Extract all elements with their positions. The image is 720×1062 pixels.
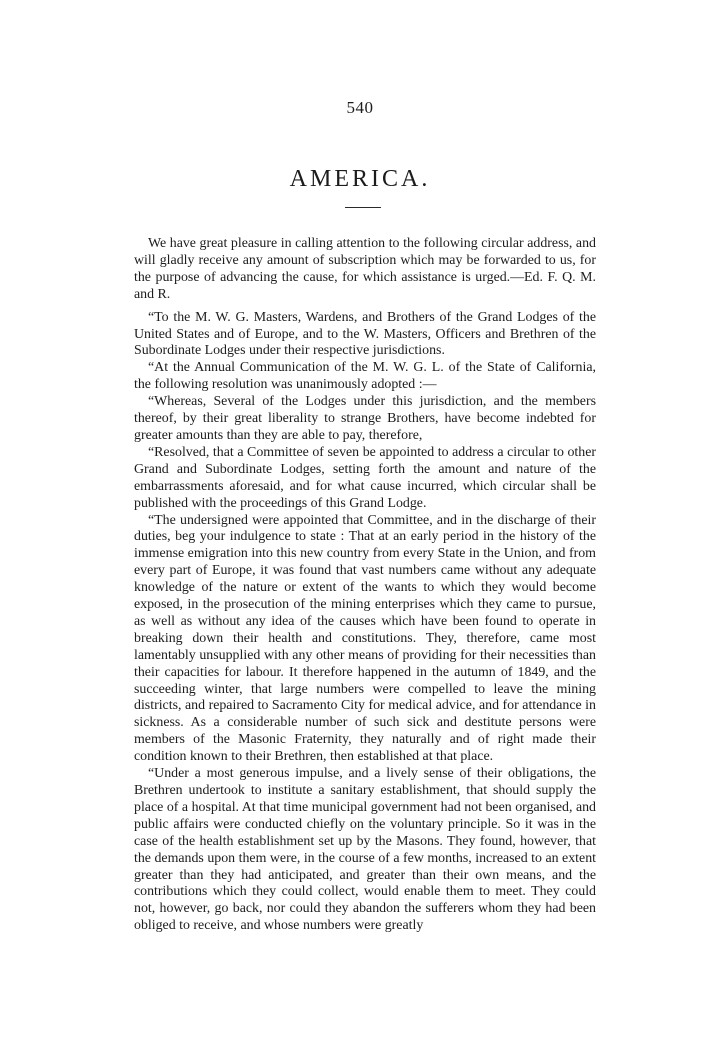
- article-body: [134, 236, 596, 935]
- whereas-paragraph: “Whereas, Several of the Lodges under this jurisdiction, and the members thereof, by their great liberality to strange Brothers, have become indebted for greater amounts than they are able to pay, therefore,: [134, 394, 596, 443]
- committee-statement-paragraph: “The undersigned were appointed that Committee, and in the discharge of their duties, beg your indulgence to state : That at an early period in the history of the immense emigration into this new country from every State in the Union, and from every part of Europe, it was found that vast numbers came without any adequate knowledge of the nature or extent of the wants to which they would become exposed, in the prosecution of the mining enterprises which they came to pursue, as well as without any idea of the causes which have been found to operate in breaking down their health and constitutions. They, therefore, came most lamentably unsupplied with any other means of providing for their necessities than their capacities for labour. It therefore happened in the autumn of 1849, and the succeeding winter, that large numbers were compelled to leave the mining districts, and repaired to Sacramento City for medical advice, and for attendance in sickness. As a considerable number of such sick and destitute persons were members of the Masonic Fraternity, they naturally and of right made their condition known to their Brethren, then established at that place.: [134, 512, 596, 765]
- editor-note-paragraph: We have great pleasure in calling attention to the following circular address, and will gladly receive any amount of subscription which may be forwarded to us, for the purpose of advancing the cause, for which assistance is urged.—Ed. F. Q. M. and R.: [134, 236, 596, 302]
- resolved-paragraph: “Resolved, that a Committee of seven be appointed to address a circular to other Grand and Subordinate Lodges, setting forth the amount and nature of the embarrassments aforesaid, and for what cause incurred, which circular shall be published with the proceedings of this Grand Lodge.: [134, 444, 596, 511]
- annual-communication-paragraph: “At the Annual Communication of the M. W. G. L. of the State of California, the following resolution was unanimously adopted :—: [134, 360, 596, 393]
- page-number: 540: [346, 98, 374, 117]
- address-salutation-paragraph: “To the M. W. G. Masters, Wardens, and Brothers of the Grand Lodges of the United States and of Europe, and to the W. Masters, Officers and Brethren of the Subordinate Lodges under their respective jurisdictions.: [134, 309, 596, 359]
- title-divider: [345, 207, 381, 208]
- brethren-hospital-paragraph: “Under a most generous impulse, and a lively sense of their obligations, the Brethren undertook to institute a sanitary establishment, that should supply the place of a hospital. At that time municipal government had not been organised, and public affairs were conducted chiefly on the voluntary principle. So it was in the case of the health establishment set up by the Masons. They found, however, that the demands upon them were, in the course of a few months, increased to an extent greater than they had anticipated, and greater than their own means, and the contributions which they could collect, would enable them to meet. They could not, however, go back, nor could they abandon the sufferers whom they had been obliged to receive, and whose numbers were greatly: [134, 766, 596, 934]
- page-title: AMERICA.: [289, 166, 431, 192]
